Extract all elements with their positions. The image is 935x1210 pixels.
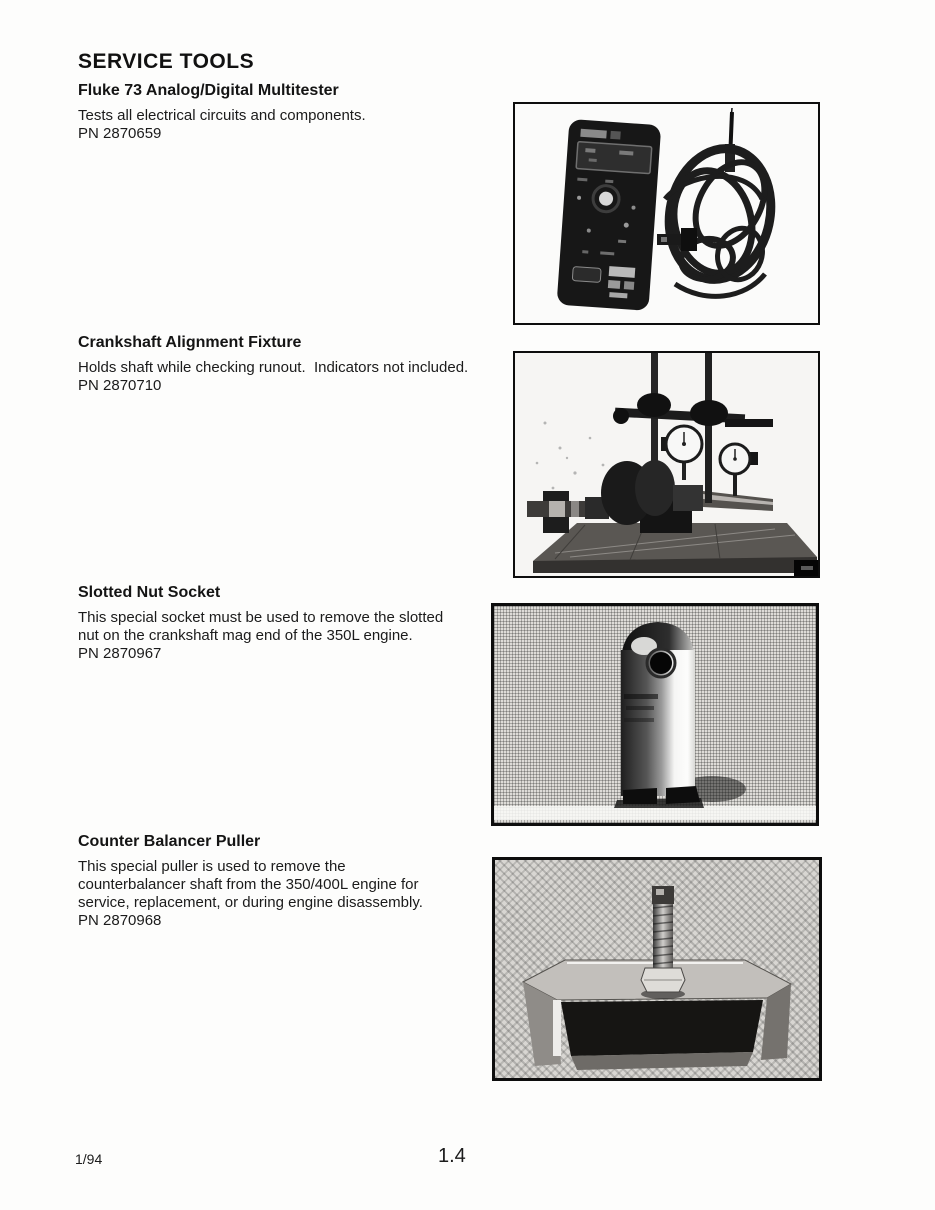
tool-title: Counter Balancer Puller — [78, 833, 261, 850]
puller-graphic — [495, 860, 819, 1078]
page-number: 1.4 — [438, 1145, 466, 1167]
tool-title: Slotted Nut Socket — [78, 584, 221, 601]
part-number: PN 2870967 — [78, 645, 162, 662]
puller-stud — [641, 886, 685, 999]
tool-title: Crankshaft Alignment Fixture — [78, 334, 302, 351]
multimeter-icon — [557, 119, 662, 311]
tool-title: Fluke 73 Analog/Digital Multitester — [78, 82, 339, 99]
fixture-graphic — [515, 353, 818, 576]
part-number: PN 2870968 — [78, 912, 162, 929]
revision-date: 1/94 — [75, 1151, 103, 1167]
speckle-texture — [536, 422, 605, 490]
tool-section-fixture — [78, 334, 538, 395]
photo-corner-tag — [794, 560, 818, 576]
socket-graphic — [494, 606, 816, 823]
tool-section-puller — [78, 833, 498, 930]
socket-icon — [614, 622, 704, 808]
test-leads-icon — [657, 108, 783, 296]
slotted-nut-socket-photo — [491, 603, 819, 826]
table-edge — [494, 806, 816, 820]
part-number: PN 2870710 — [78, 377, 162, 394]
multitester-graphic — [515, 104, 818, 323]
counter-balancer-puller-photo — [492, 857, 822, 1081]
tool-description-line: service, replacement, or during engine disassembly. — [78, 894, 423, 911]
tool-description-line: Holds shaft while checking runout. Indicators not included. — [78, 359, 469, 376]
tool-description-line: Tests all electrical circuits and components. — [78, 107, 366, 124]
page-title: SERVICE TOOLS — [78, 50, 255, 73]
crankshaft-alignment-fixture-photo — [513, 351, 820, 578]
dial-indicator-icon — [720, 444, 758, 496]
tool-section-multitester — [78, 82, 498, 143]
part-number: PN 2870659 — [78, 125, 162, 142]
tool-description-line: This special socket must be used to remove the slotted — [78, 609, 444, 626]
tool-description-line: counterbalancer shaft from the 350/400L engine for — [78, 876, 419, 893]
fluke-73-multitester-photo — [513, 102, 820, 325]
tool-section-socket — [78, 584, 498, 663]
tool-description-line: This special puller is used to remove the — [78, 858, 346, 875]
tool-description-line: nut on the crankshaft mag end of the 350L engine. — [78, 627, 413, 644]
